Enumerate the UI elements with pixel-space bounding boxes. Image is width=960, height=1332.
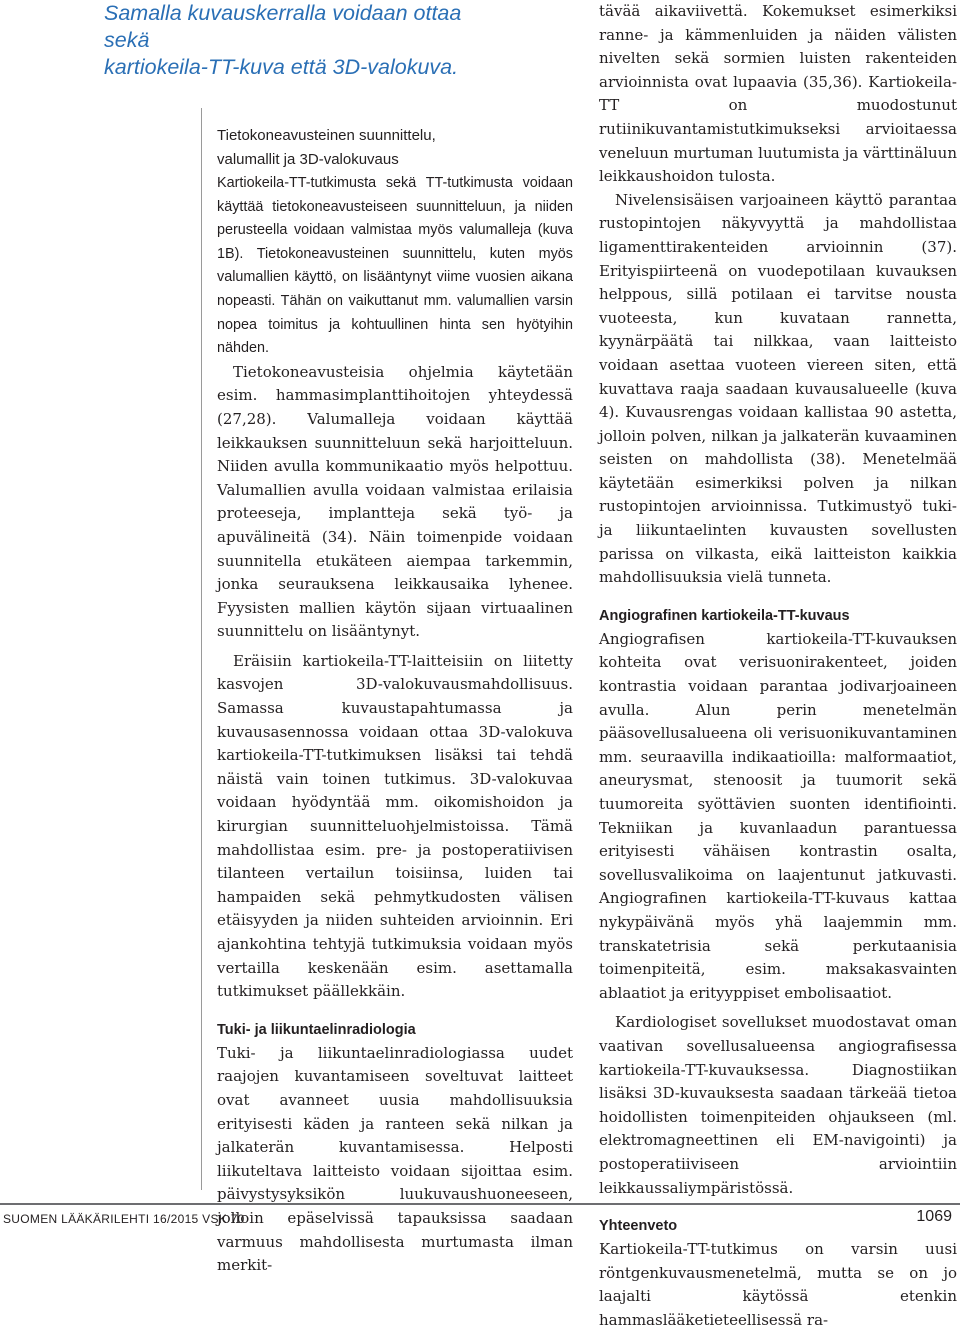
- left-column: [217, 124, 573, 1278]
- section-heading-cad: [217, 124, 573, 172]
- figure-caption: [104, 0, 484, 81]
- caption-line: kartiokeila-TT-kuva että 3D-valokuva.: [104, 55, 459, 79]
- body-paragraph: Angiografisen kartiokeila-TT-kuvauksen kohteita ovat verisuonirakenteet, joiden kontrastia voidaan parantaa jodivarjoaineen avulla. Alun perin menetelmän pääsovellusalueena oli verisuonikuvantaminen mm. seuraavilla indikaatioilla: malformaatiot, aneurysmat, stenoosit ja tuumorit sekä tuumoreita syöttävien suonten identifiointi. Tekniikan ja kuvanlaadun parantuessa erityisesti vähäisen kontrastin osalta, sovellusvalikoima on laajentunut jatkuvasti. Angiografinen kartiokeila-TT-kuvaus kattaa nykypäivänä myös yhä laajemmin mm. transkatetrisia sekä perkutaanisia toimenpiteitä, esim. maksakasvainten ablaatiot ja erityyppiset embolisaatiot.: [599, 629, 957, 1002]
- section-heading-summary: Yhteenveto: [599, 1218, 678, 1235]
- caption-line: Samalla kuvauskerralla voidaan ottaa sekä: [104, 1, 462, 52]
- page-number: 1069: [916, 1208, 952, 1225]
- body-paragraph: Kartiokeila-TT-tutkimusta sekä TT-tutkimusta voidaan käyttää tietokoneavusteiseen suunnitteluun, ja niiden perusteella voidaan valmistaa myös valumalleja (kuva 1B). Tietokoneavusteinen suunnittelu, kuten myös valumallien käyttö, on lisääntynyt viime vuosien aikana nopeasti. Tähän on vaikuttanut mm. valumallien varsin nopea toimitus ja kohtuullinen hinta sen hyötyihin nähden.: [217, 175, 573, 357]
- footer-rule: [0, 1203, 960, 1205]
- right-column: [599, 0, 957, 1332]
- body-paragraph: Kartiokeila-TT-tutkimus on varsin uusi röntgenkuvausmenetelmä, mutta se on jo laajalti käytössä etenkin hammaslääketieteellisessä ra-: [599, 1240, 957, 1329]
- heading-line: Tietokoneavusteinen suunnittelu,: [217, 127, 436, 144]
- body-paragraph: Eräisiin kartiokeila-TT-laitteisiin on liitetty kasvojen 3D-valokuvausmahdollisuus. Samassa kuvaustapahtumassa ja kuvausasennossa voidaan ottaa 3D-valokuva kartiokeila-TT-tutkimuksen lisäksi tai tehdä näistä vain toinen tutkimus. 3D-valokuvaa voidaan hyödyntää mm. oikomishoidon ja kirurgian suunnitteluohjelmistoissa. Tämä mahdollistaa esim. pre- ja postoperatiivisen tilanteen vertailun toisiinsa, luiden tai hampaiden sekä pehmytkudosten välisen etäisyyden ja niiden suhteiden arvioinnin. Eri ajankohtina tehtyjä tutkimuksia voidaan myös vertailla keskenään esim. asettamalla tutkimukset päällekkäin.: [217, 651, 573, 1001]
- body-paragraph: Nivelensisäisen varjoaineen käyttö parantaa rustopintojen näkyvyyttä ja mahdollistaa ligamenttirakenteiden arvioinnin (37). Erityispiirteenä on vuodepotilaan kuvauksen helppous, sillä potilaan ei tarvitse nousta vuoteesta, kun kuvataan rannetta, kyynärpäätä tai nilkkaa, vaan laitteisto voidaan asettaa vuoteen viereen siten, että kuvattava raaja saadaan kuvausalueelle (kuva 4). Kuvausrengas voidaan kallistaa 90 astetta, jolloin polven, nilkan ja jalkaterän kuvaaminen seisten on mahdollista (38). Menetelmää käytetään esimerkiksi polven ja nilkan rustopintojen arvioinnissa. Tutkimustyö tuki- ja liikuntaelinten kuvausten sovellusten parissa on vilkasta, eikä laitteiston kaikkia mahdollisuuksia vielä tunneta.: [599, 190, 957, 587]
- section-heading-angio: Angiografinen kartiokeila-TT-kuvaus: [599, 607, 850, 624]
- column-divider: [201, 108, 202, 1190]
- body-paragraph: Tietokoneavusteisia ohjelmia käytetään esim. hammasimplanttihoitojen yhteydessä (27,28). Valumalleja voidaan käyttää leikkauksen suunnitteluun sekä harjoitteluun. Niiden avulla kommunikaatio myös helpottuu. Valumallien avulla voidaan valmistaa erilaisia proteeseja, implantteja sekä työ- ja apuvälineitä (34). Näin toimenpide voidaan suunnitella etukäteen aiempaa tarkemmin, jonka seurauksena leikkausaika lyhenee. Fyysisten mallien käytön sijaan virtuaalinen suunnittelu on lisääntynyt.: [217, 362, 573, 641]
- heading-line: valumallit ja 3D-valokuvaus: [217, 151, 399, 168]
- body-paragraph: Kardiologiset sovellukset muodostavat oman vaativan sovellusalueensa angiografisessa kartiokeila-TT-kuvauksessa. Diagnostiikan lisäksi 3D-kuvauksesta saadaan tärkeää tietoa hoidollisten toimenpiteiden ohjaukseen (ml. elektromagneettinen eli EM-navigointi) ja postoperatiiviseen arviointiin leikkaussaliympäristössä.: [599, 1013, 957, 1197]
- body-paragraph: Tuki- ja liikuntaelinradiologiassa uudet raajojen kuvantamiseen soveltuvat laitteet ovat avanneet uusia mahdollisuuksia erityisesti käden ja ranteen sekä nilkan ja jalkaterän kuvantamisessa. Helposti liikuteltava laitteisto voidaan sijoittaa esim. päivystysyksikön luukuvaushuoneeseen, jolloin epäselvissä tapauksissa saadaan varmuus mahdollisesta murtumasta ilman merkit-: [217, 1043, 573, 1275]
- body-paragraph: tävää aikaviivettä. Kokemukset esimerkiksi ranne- ja kämmenluiden ja näiden välisten nivelten sekä sormien luisten rakenteiden arvioinnista ovat lupaavia (35,36). Kartiokeila-TT on muodostunut rutiinikuvantamistutkimukseksi arvioitaessa veneluun murtuman luutumista ja värttinäluun leikkaushoidon tulosta.: [599, 2, 957, 186]
- journal-name: SUOMEN LÄÄKÄRILEHTI 16/2015 VSK 70: [3, 1212, 245, 1226]
- page-footer: [0, 1203, 960, 1231]
- section-heading-msk: Tuki- ja liikuntaelinradiologia: [217, 1021, 416, 1038]
